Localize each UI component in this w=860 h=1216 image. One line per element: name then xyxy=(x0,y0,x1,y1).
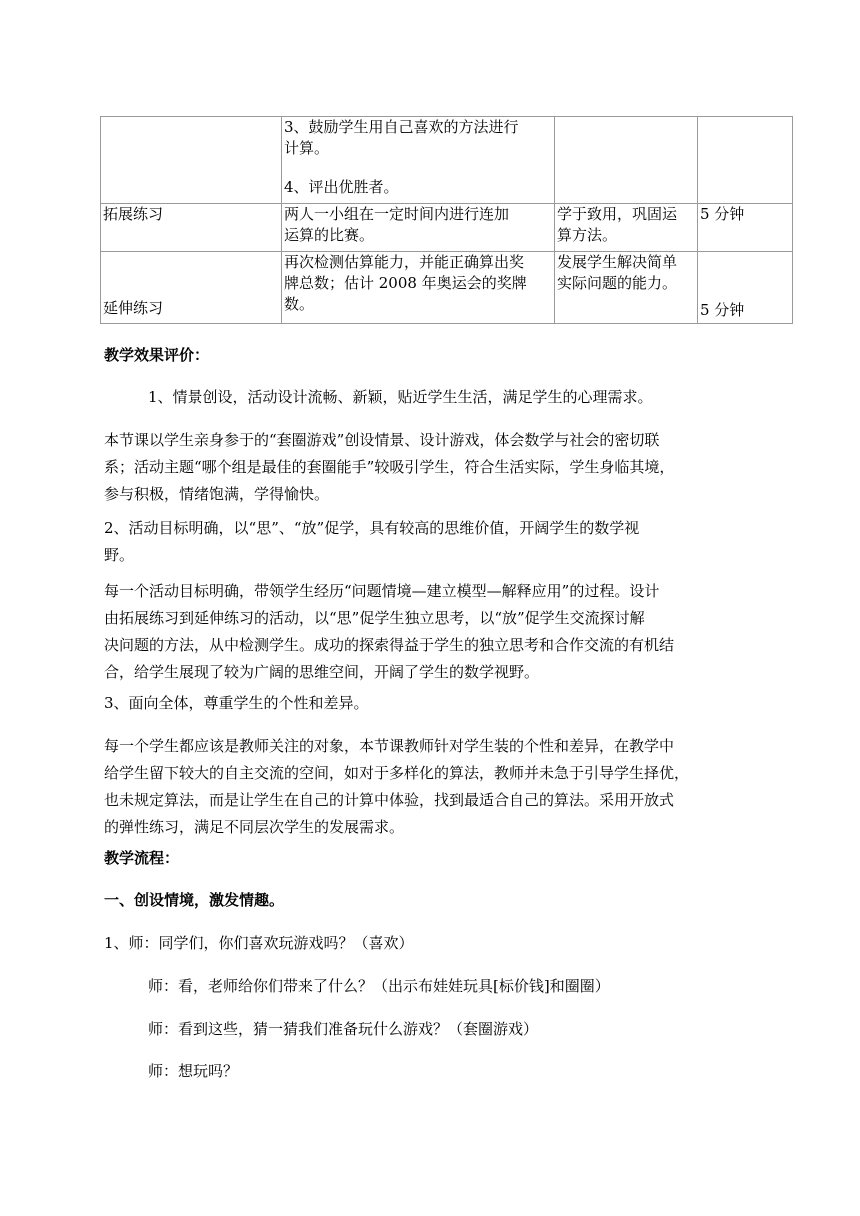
text-line: 由拓展练习到延伸练习的活动，以“思”促学生独立思考，以“放”促学生交流探讨解 xyxy=(104,609,645,627)
lesson-plan-table xyxy=(100,116,793,324)
text-line: 每一个学生都应该是教师关注的对象，本节课教师针对学生装的个性和差异，在教学中 xyxy=(104,737,675,755)
duration-cell: 5 分钟 xyxy=(698,204,793,252)
section-heading-1: 一、创设情境，激发情趣。 xyxy=(104,891,285,909)
table-cell xyxy=(282,252,555,324)
dialog-line-3: 师：看到这些，猜一猜我们准备玩什么游戏？（套圈游戏） xyxy=(148,1020,539,1038)
cell-line: 牌总数；估计 2008 年奥运会的奖牌 xyxy=(284,274,527,292)
cell-spacer xyxy=(284,159,552,177)
table-cell xyxy=(555,204,698,252)
cell-text: 延伸练习 xyxy=(103,299,164,317)
table-cell xyxy=(101,117,282,204)
paragraph-2 xyxy=(104,578,754,686)
heading-evaluation: 教学效果评价： xyxy=(104,346,210,364)
cell-line: 再次检测估算能力，并能正确算出奖 xyxy=(284,253,525,271)
dialog-line-2: 师：看，老师给你们带来了什么？（出示布娃娃玩具[标价钱]和圈圈） xyxy=(148,977,610,995)
cell-line: 两人一小组在一定时间内进行连加 xyxy=(284,205,510,223)
row-label-extended-practice xyxy=(101,252,282,324)
paragraph-1 xyxy=(104,427,754,508)
dialog-line-1: 1、师：同学们，你们喜欢玩游戏吗？（喜欢） xyxy=(104,934,414,952)
cell-line: 数。 xyxy=(284,295,315,313)
text-line: 决问题的方法，从中检测学生。成功的探索得益于学生的独立思考和合作交流的有机结 xyxy=(104,636,675,654)
cell-line: 运算的比赛。 xyxy=(284,226,375,244)
table-cell xyxy=(698,117,793,204)
table-row xyxy=(101,117,793,204)
text-line: 给学生留下较大的自主交流的空间，如对于多样化的算法，教师并未急于引导学生择优， xyxy=(104,764,690,782)
row-label-extension: 拓展练习 xyxy=(101,204,282,252)
heading-teaching-flow: 教学流程： xyxy=(104,849,180,867)
table-cell xyxy=(282,117,555,204)
text-line: 合，给学生展现了较为广阔的思维空间，开阔了学生的数学视野。 xyxy=(104,663,540,681)
text-line: 也未规定算法，而是让学生在自己的计算中体验，找到最适合自己的算法。采用开放式 xyxy=(104,791,675,809)
paragraph-3 xyxy=(104,733,754,841)
cell-line: 发展学生解决简单 xyxy=(557,253,678,271)
cell-text: 5 分钟 xyxy=(700,301,745,319)
cell-line: 3、鼓励学生用自己喜欢的方法进行 xyxy=(284,118,519,136)
table-row xyxy=(101,204,793,252)
text-line: 参与积极，情绪饱满，学得愉快。 xyxy=(104,485,330,503)
cell-line: 4、评出优胜者。 xyxy=(284,178,399,196)
table-cell xyxy=(282,204,555,252)
text-line: 系；活动主题“哪个组是最佳的套圈能手”较吸引学生，符合生活实际，学生身临其境， xyxy=(104,458,675,476)
dialog-line-4: 师：想玩吗？ xyxy=(148,1062,239,1080)
text-line: 本节课以学生亲身参于的“套圈游戏”创设情景、设计游戏，体会数学与社会的密切联 xyxy=(104,431,660,449)
point-1: 1、情景创设，活动设计流畅、新颖，贴近学生生活，满足学生的心理需求。 xyxy=(148,388,653,406)
text-line: 每一个活动目标明确，带领学生经历“问题情境—建立模型—解释应用”的过程。设计 xyxy=(104,582,660,600)
text-line: 的弹性练习，满足不同层次学生的发展需求。 xyxy=(104,818,405,836)
cell-line: 算方法。 xyxy=(557,226,618,244)
cell-line: 计算。 xyxy=(284,139,330,157)
cell-line: 实际问题的能力。 xyxy=(557,274,678,292)
point-3: 3、面向全体，尊重学生的个性和差异。 xyxy=(104,694,369,712)
cell-line: 学于致用，巩固运 xyxy=(557,205,678,223)
point-2 xyxy=(104,515,754,569)
table-row xyxy=(101,252,793,324)
duration-cell xyxy=(698,252,793,324)
text-line: 野。 xyxy=(104,546,135,564)
text-line: 2、活动目标明确，以“思”、“放”促学，具有较高的思维价值，开阔学生的数学视 xyxy=(104,519,640,537)
table-cell xyxy=(555,252,698,324)
table-cell xyxy=(555,117,698,204)
